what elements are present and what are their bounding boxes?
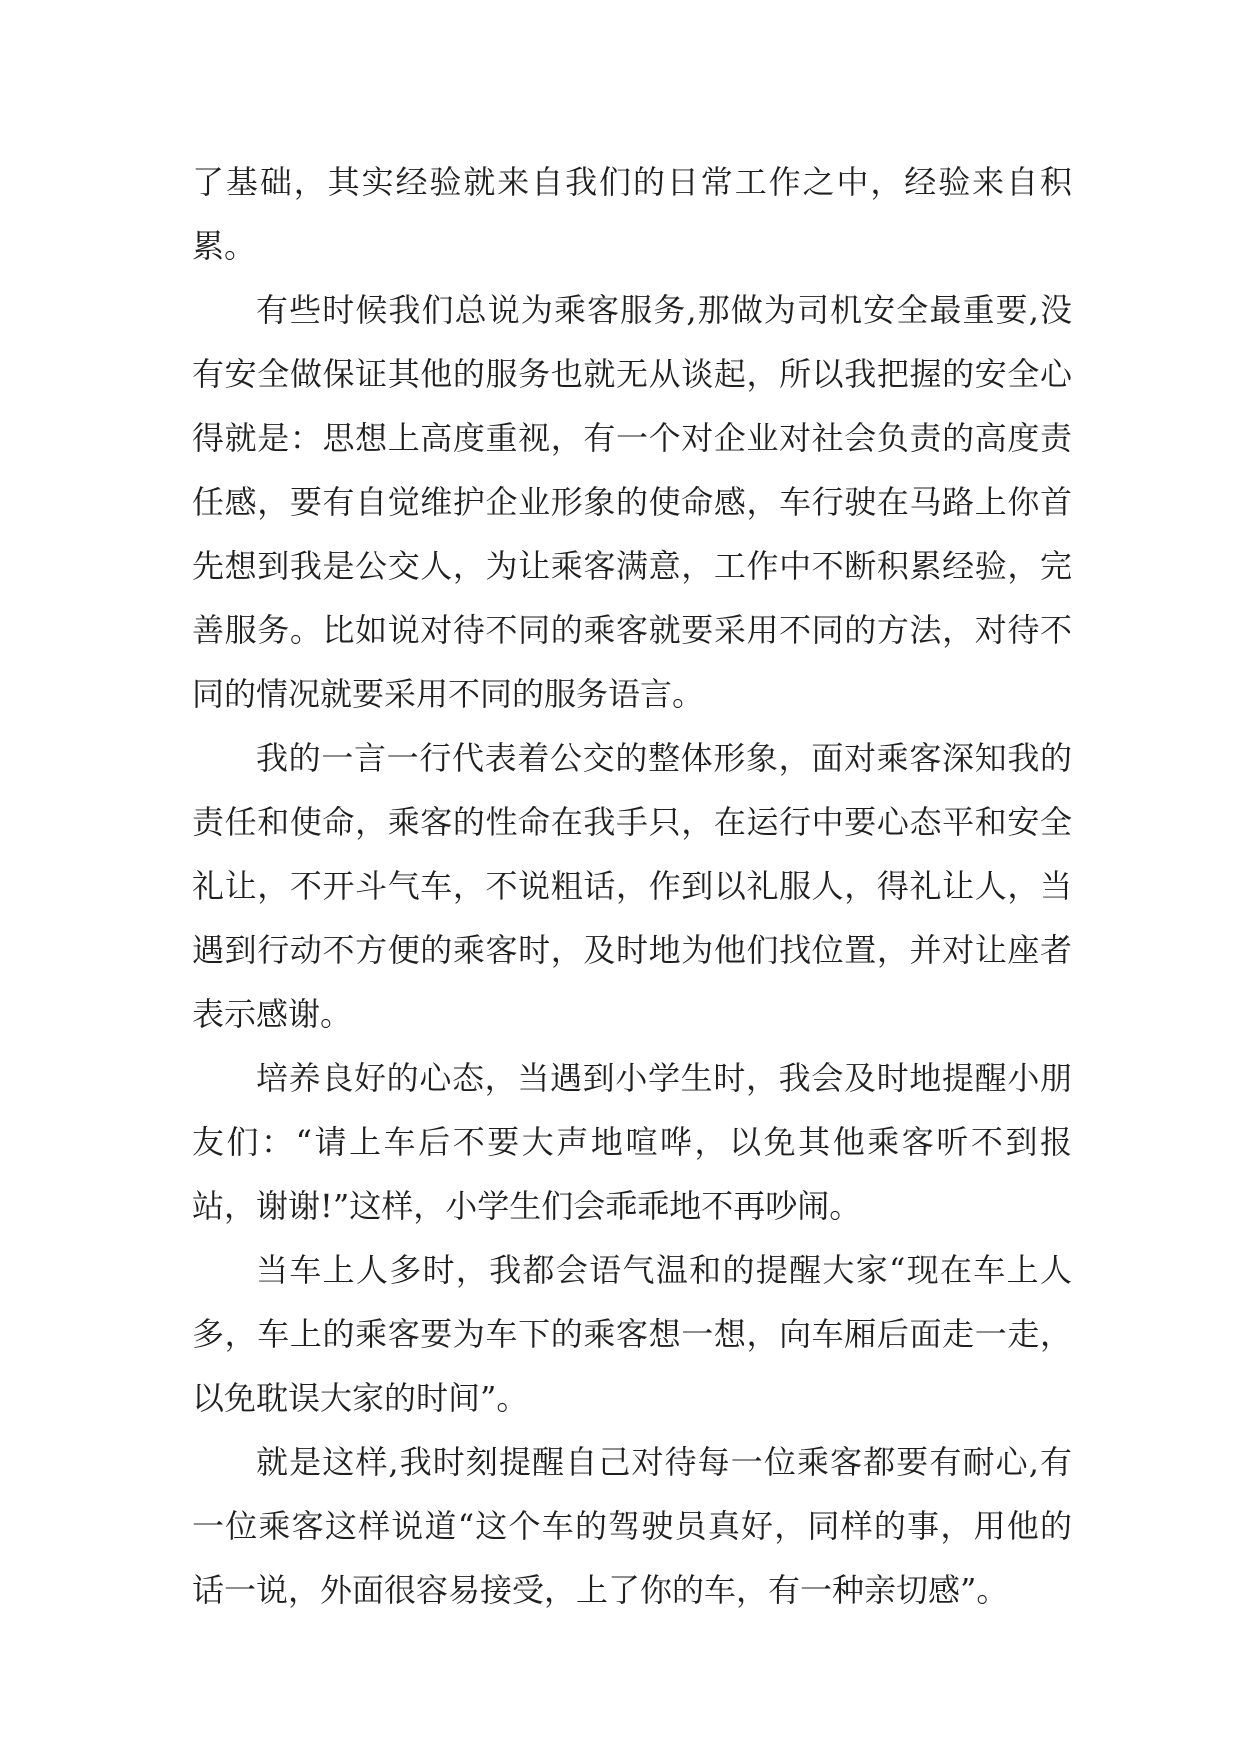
paragraph-safety: 有些时候我们总说为乘客服务,那做为司机安全最重要,没有安全做保证其他的服务也就无从谈起，所以我把握的安全心得就是：思想上高度重视，有一个对企业对社会负责的高度责任感，要有自觉维护企业形象的使命感，车行驶在马路上你首先想到我是公交人，为让乘客满意，工作中不断积累经验，完善服务。比如说对待不同的乘客就要采用不同的方法，对待不同的情况就要采用不同的服务语言。 [192,291,1072,713]
body-text [192,150,1072,1622]
paragraph-continuation: 了基础，其实经验就来自我们的日常工作之中，经验来自积累。 [192,163,1072,265]
paragraph-patience: 就是这样,我时刻提醒自己对待每一位乘客都要有耐心,有一位乘客这样说道“这个车的驾驶员真好，同样的事，用他的话一说，外面很容易接受，上了你的车，有一种亲切感”。 [192,1443,1072,1609]
paragraph-students: 培养良好的心态，当遇到小学生时，我会及时地提醒小朋友们：“请上车后不要大声地喧哗，以免其他乘客听不到报站，谢谢!”这样，小学生们会乖乖地不再吵闹。 [192,1059,1072,1225]
paragraph-crowd: 当车上人多时，我都会语气温和的提醒大家“现在车上人多，车上的乘客要为车下的乘客想一想，向车厢后面走一走，以免耽误大家的时间”。 [192,1251,1072,1417]
paragraph-image: 我的一言一行代表着公交的整体形象，面对乘客深知我的责任和使命，乘客的性命在我手只，在运行中要心态平和安全礼让，不开斗气车，不说粗话，作到以礼服人，得礼让人，当遇到行动不方便的乘客时，及时地为他们找位置，并对让座者表示感谢。 [192,739,1072,1033]
